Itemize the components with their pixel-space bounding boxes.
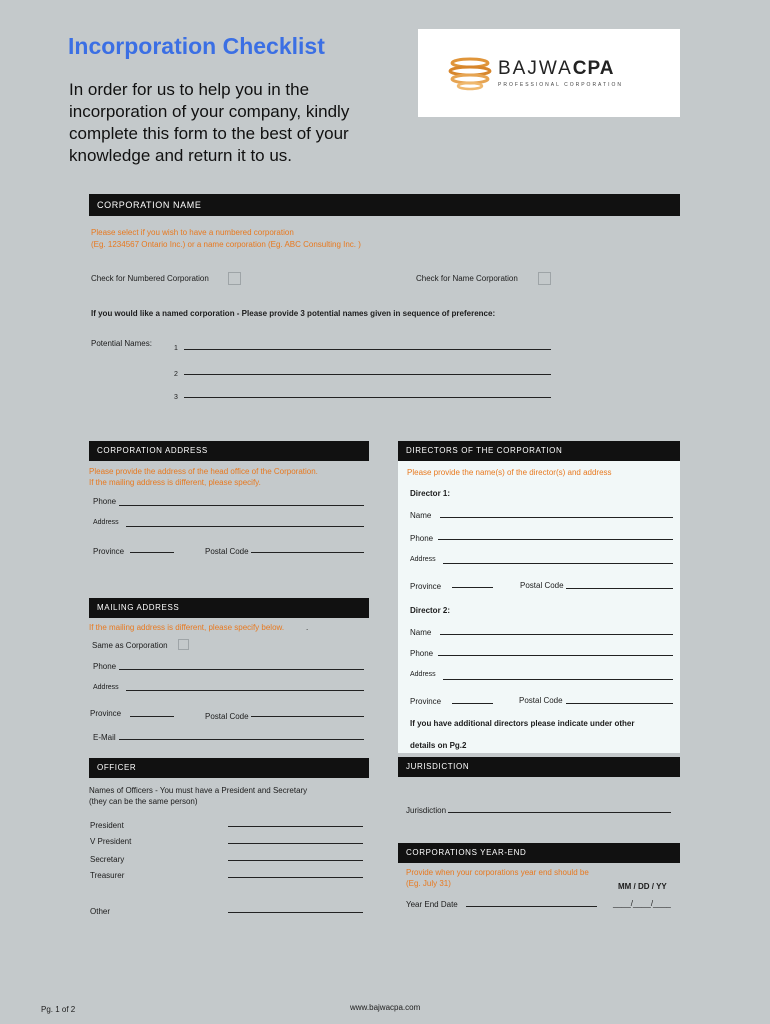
date-format-label: MM / DD / YY — [618, 882, 667, 891]
jurisdiction-header: JURISDICTION — [398, 757, 680, 777]
other-officer-input[interactable] — [228, 912, 363, 913]
corp-address-instruction-1: Please provide the address of the head office of the Corporation. — [89, 467, 318, 476]
year-end-date-label: Year End Date — [406, 900, 458, 909]
director-2-phone-label: Phone — [410, 649, 434, 658]
officer-note-2: (they can be the same person) — [89, 797, 198, 806]
mailing-phone-input[interactable] — [119, 669, 364, 670]
jurisdiction-label: Jurisdiction — [406, 806, 447, 815]
officer-role-treasurer: Treasurer — [90, 871, 125, 880]
director-1-name-label: Name — [410, 511, 432, 520]
corp-phone-label: Phone — [93, 497, 117, 506]
director-2-name-label: Name — [410, 628, 432, 637]
director-2-name-input[interactable] — [440, 634, 673, 635]
mailing-instruction-dot: . — [306, 623, 309, 632]
vice-president-input[interactable] — [228, 843, 363, 844]
corp-address-label: Address — [93, 519, 119, 526]
email-input[interactable] — [119, 739, 364, 740]
director-1-postal-label: Postal Code — [520, 581, 564, 590]
corporation-address-header: CORPORATION ADDRESS — [89, 441, 369, 461]
corp-province-label: Province — [93, 547, 125, 556]
director-1-province-input[interactable] — [452, 587, 493, 588]
potential-name-2-input[interactable] — [184, 374, 551, 375]
potential-name-number: 2 — [174, 371, 178, 378]
director-2-postal-label: Postal Code — [519, 696, 563, 705]
potential-name-number: 1 — [174, 345, 178, 352]
officer-note-1: Names of Officers - You must have a President and Secretary — [89, 786, 308, 795]
officer-role-other: Other — [90, 907, 111, 916]
year-end-header: CORPORATIONS YEAR-END — [398, 843, 680, 863]
jurisdiction-input[interactable] — [448, 812, 671, 813]
director-1-label: Director 1: — [410, 489, 451, 498]
president-input[interactable] — [228, 826, 363, 827]
page-number: Pg. 1 of 2 — [41, 1005, 76, 1014]
email-label: E-Mail — [93, 733, 116, 742]
corp-phone-input[interactable] — [119, 505, 364, 506]
corp-address-instruction-2: If the mailing address is different, please specify. — [89, 478, 261, 487]
logo-name-bold: CPA — [572, 58, 615, 79]
director-1-postal-input[interactable] — [566, 588, 673, 589]
corp-name-instruction-1: Please select if you wish to have a numbered corporation — [91, 228, 294, 237]
treasurer-input[interactable] — [228, 877, 363, 878]
named-corporation-note: If you would like a named corporation - Please provide 3 potential names given in sequence of preference: — [91, 309, 496, 318]
corp-address-input[interactable] — [126, 526, 364, 527]
mailing-address-input[interactable] — [126, 690, 364, 691]
potential-name-number: 3 — [174, 394, 178, 401]
name-corporation-label: Check for Name Corporation — [416, 274, 518, 283]
corp-name-instruction-2: (Eg. 1234567 Ontario Inc.) or a name corporation (Eg. ABC Consulting Inc. ) — [91, 240, 361, 249]
director-1-address-label: Address — [410, 556, 436, 563]
mailing-address-label: Address — [93, 684, 119, 691]
director-1-address-input[interactable] — [443, 563, 673, 564]
same-as-corporation-label: Same as Corporation — [92, 641, 168, 650]
intro-text: In order for us to help you in the incorporation of your company, kindly complete this form to the best of your knowledge and return it to us. — [69, 80, 350, 165]
potential-names-label: Potential Names: — [91, 339, 152, 348]
mailing-address-header: MAILING ADDRESS — [89, 598, 369, 618]
year-end-instruction-1: Provide when your corporations year end should be — [406, 868, 589, 877]
logo-mark-icon — [448, 55, 492, 91]
corp-province-input[interactable] — [130, 552, 174, 553]
year-end-date-input[interactable] — [466, 906, 597, 907]
mailing-province-label: Province — [90, 709, 122, 718]
director-1-phone-label: Phone — [410, 534, 434, 543]
director-2-phone-input[interactable] — [438, 655, 673, 656]
same-as-corporation-checkbox[interactable] — [178, 639, 189, 650]
numbered-corporation-label: Check for Numbered Corporation — [91, 274, 209, 283]
potential-name-3-input[interactable] — [184, 397, 551, 398]
directors-header: DIRECTORS OF THE CORPORATION — [398, 441, 680, 461]
director-1-name-input[interactable] — [440, 517, 673, 518]
potential-name-1-input[interactable] — [184, 349, 551, 350]
corp-postal-input[interactable] — [251, 552, 364, 553]
director-1-phone-input[interactable] — [438, 539, 673, 540]
secretary-input[interactable] — [228, 860, 363, 861]
director-2-province-input[interactable] — [452, 703, 493, 704]
mailing-province-input[interactable] — [130, 716, 174, 717]
website-link[interactable]: www.bajwacpa.com — [350, 1003, 421, 1012]
logo-name — [498, 58, 614, 80]
director-2-address-input[interactable] — [443, 679, 673, 680]
officer-role-vice-president: V President — [90, 837, 132, 846]
name-corporation-checkbox[interactable] — [538, 272, 551, 285]
corporation-name-header: CORPORATION NAME — [89, 194, 680, 216]
director-2-province-label: Province — [410, 697, 442, 706]
directors-instruction: Please provide the name(s) of the director(s) and address — [407, 468, 612, 477]
director-2-address-label: Address — [410, 671, 436, 678]
page-title: Incorporation Checklist — [68, 33, 325, 59]
year-end-date-blanks[interactable]: ____/____/____ — [613, 899, 671, 908]
officer-role-secretary: Secretary — [90, 855, 125, 864]
numbered-corporation-checkbox[interactable] — [228, 272, 241, 285]
director-2-postal-input[interactable] — [566, 703, 673, 704]
director-2-label: Director 2: — [410, 606, 451, 615]
mailing-instruction: If the mailing address is different, please specify below. — [89, 623, 285, 632]
logo-subtitle: PROFESSIONAL CORPORATION — [498, 82, 623, 88]
mailing-postal-label: Postal Code — [205, 712, 249, 721]
logo-name-light: BAJWA — [498, 58, 573, 79]
officer-header: OFFICER — [89, 758, 369, 778]
corp-postal-label: Postal Code — [205, 547, 249, 556]
year-end-instruction-2: (Eg. July 31) — [406, 879, 451, 888]
additional-directors-note-2: details on Pg.2 — [410, 741, 467, 750]
mailing-postal-input[interactable] — [251, 716, 364, 717]
mailing-phone-label: Phone — [93, 662, 117, 671]
officer-role-president: President — [90, 821, 124, 830]
additional-directors-note: If you have additional directors please indicate under other — [410, 719, 635, 728]
director-1-province-label: Province — [410, 582, 442, 591]
